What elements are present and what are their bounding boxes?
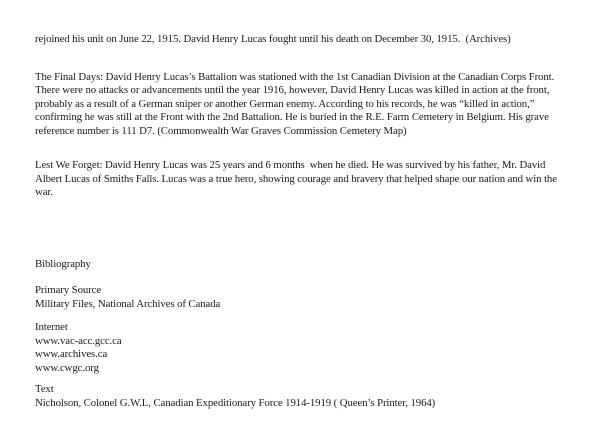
paragraph-continuation: rejoined his unit on June 22, 1915. David Henry Lucas fought until his death on December 30, 1915. (Archives)	[35, 33, 511, 45]
text-entry-nicholson: Nicholson, Colonel G.W.L, Canadian Expeditionary Force 1914-1919 ( Queen’s Printer, 1964)	[35, 396, 436, 409]
url-entry-vac: www.vac-acc.gcc.ca	[35, 334, 122, 347]
internet-heading: Internet	[35, 321, 68, 333]
primary-source-heading: Primary Source	[35, 284, 102, 296]
primary-source-entry: Military Files, National Archives of Canada	[35, 297, 221, 310]
bibliography-section-internet	[35, 321, 574, 375]
bibliography-section-primary-source	[35, 284, 574, 311]
url-entry-archives: www.archives.ca	[35, 348, 108, 360]
text-heading: Text	[35, 383, 54, 395]
bibliography-heading: Bibliography	[35, 257, 91, 270]
bibliography-section-text	[35, 383, 574, 410]
paragraph-final-days: The Final Days: David Henry Lucas’s Battalion was stationed with the 1st Canadian Division at the Canadian Corps Front. There were no attacks or advancements until the year 1916, however, David Henry Lucas was killed in action at the front, probably as a result of a German sniper or another German enemy. According to his records, he was “killed in action,” confirming he was still at the Front with the 2nd Battalion. He is buried in the R.E. Farm Cemetery in Belgium. His grave reference number is 111 D7. (Commonwealth War Graves Commission Cemetery Map)	[35, 70, 557, 137]
url-entry-cwgc: www.cwgc.org	[35, 361, 99, 374]
paragraph-lest-we-forget: Lest We Forget: David Henry Lucas was 25 years and 6 months when he died. He was survived by his father, Mr. David Albert Lucas of Smiths Falls. Lucas was a true hero, showing courage and bravery that helped shape our nation and win the war.	[35, 159, 560, 198]
